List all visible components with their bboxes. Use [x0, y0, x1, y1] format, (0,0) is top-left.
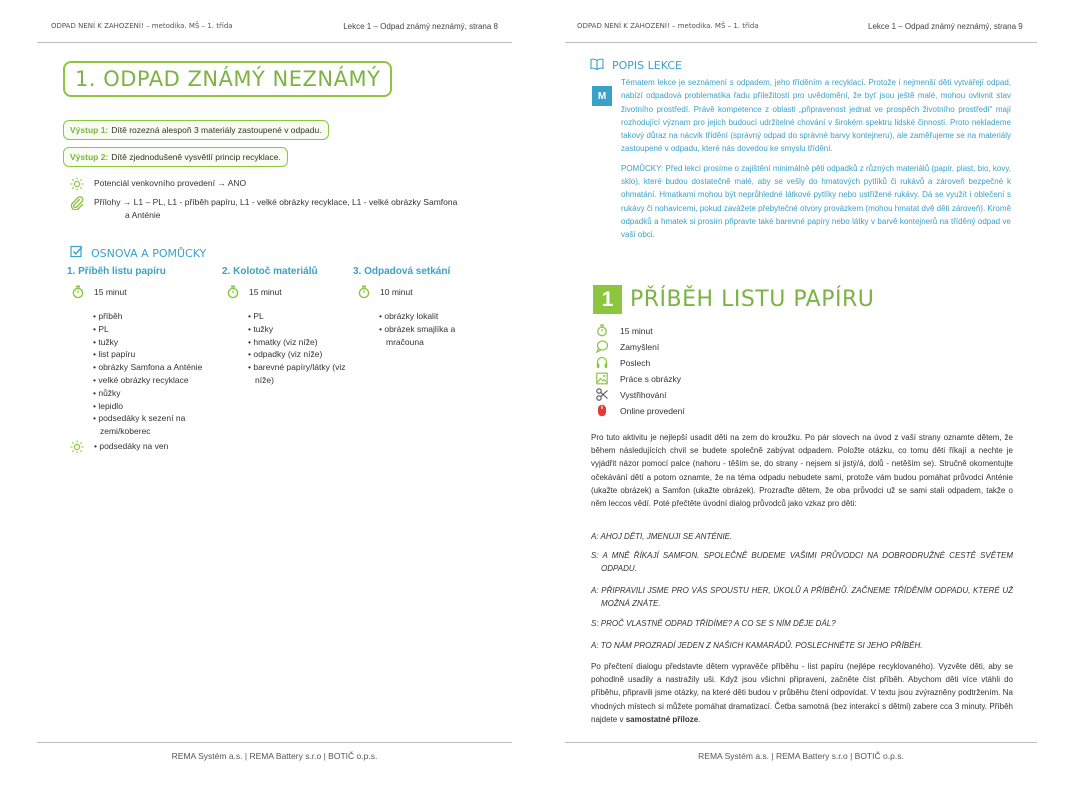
stopwatch-icon [227, 285, 239, 299]
list-item: • odpadky (viz níže) [248, 349, 323, 360]
outline-column-3 [353, 266, 471, 348]
header-right: Lekce 1 – Odpad známý neznámý, strana 8 [343, 22, 498, 31]
footer-divider [37, 742, 512, 743]
feature-reflection [596, 340, 659, 353]
column-3-time-text: 10 minut [380, 287, 413, 297]
outline-column-2 [222, 266, 346, 387]
feature-online [596, 404, 685, 417]
feature-online-text: Online provedení [620, 405, 685, 416]
scissors-icon [596, 388, 608, 401]
outdoor-equipment: • podsedáky na ven [70, 440, 168, 458]
column-1-time-text: 15 minut [94, 287, 127, 297]
list-item: • podsedáky k sezení na zemi/koberec [93, 413, 186, 437]
attachments-line-2: a Anténie [125, 210, 161, 220]
list-item: • barevné papíry/látky (viz níže) [248, 362, 346, 385]
lesson-title-box [63, 61, 392, 97]
attachments-info [70, 196, 457, 222]
feature-pictures [596, 372, 681, 385]
goal-2 [63, 147, 288, 167]
footer-divider [565, 742, 1037, 743]
body-paragraph-2: Po přečtení dialogu představte dětem vypravěče příběhu - list papíru (nejlépe recyklovaného). Vyzvěte děti, aby se pohodlně usadily a nastražily uši. Když jsou všichni připraveni, začněte číst příběh. Abychom děti více vtáhli do příběhu, připravili jsme otázky, na které děti budou v průběhu čtení odpovídat. V textu jsou zvýrazněny podtržením. Na vhodných místech si můžete pomáhat dramatizací. Četba samotná (bez interakcí s dětmi) zabere cca 3 minuty. Příběh najdete v samostatné příloze. [591, 662, 1013, 724]
feature-time [596, 324, 653, 337]
header-right: Lekce 1 – Odpad známý neznámý, strana 9 [868, 22, 1023, 31]
description-paragraph-2: POMŮCKY: Před lekcí prosíme o zajištění minimálně pěti odpadků z různých materiálů (papír, plast, bio, kovy, sklo), které budou dostatečně malé, aby se vešly do hmatových pytlíků či rukávů a zároveň bezpečné k ohmatání. Hmatkami mohou být neprůhledné látkové pytlíky nebo ustřižené rukávy. Dá se využít i oblečení s rukávy či nohavicemi, pokud zavážete přebytečné otvory provázkem (mohou hmatat dvě děti zároveň). Kromě odpadků a hmatek si prosím připravte také barevné papíry nebo látky v barvě kontejnerů na tříděný odpad ve vaší obci. [621, 163, 1011, 240]
sun-icon [70, 177, 86, 195]
column-1-time [72, 285, 205, 299]
dialog-line-2: S: A MNĚ ŘÍKAJÍ SAMFON. SPOLEČNĚ BUDEME VAŠIMI PRŮVODCI NA DOBRODRUŽNÉ CESTĚ SVĚTEM ODPADU. [591, 551, 1013, 574]
checkbox-icon [70, 245, 83, 261]
speech-bubble-icon [596, 340, 608, 353]
paperclip-icon [70, 196, 86, 222]
feature-cutting [596, 388, 666, 401]
outdoor-info-text: Potenciál venkovního provedení → ANO [94, 178, 247, 188]
description-paragraph-1: Tématem lekce je seznámení s odpadem, jeho tříděním a recyklací. Protože i nejmenší děti vytvářejí odpad, nabízí odpadová problematika řadu příležitostí pro uvědomění, že byť jsou ještě malé, mohou ovlivnit stav životního prostředí. Právě kompetence z oblasti „připravenost jednat ve prospěch životního prostředí“ mají rozhodující význam pro jejich budoucí udržitelné chování v širokém spektru lidské činnosti. Proto neklademe takový důraz na nácvik třídění (správný odpad do správné barvy kontejneru), ale zaměřujeme se na materiály zastoupené v odpadu, které nás dovedou ke smyslu třídění. [621, 78, 1011, 154]
description-heading [590, 58, 682, 73]
list-item: • obrázky Samfona a Anténie [93, 362, 203, 373]
goal-2-text: Dítě zjednodušeně vysvětlí princip recyklace. [111, 152, 281, 162]
goal-2-label: Výstup 2: [70, 152, 109, 162]
lesson-description [621, 76, 1011, 242]
header-divider [37, 42, 512, 43]
dialog-line-1: A: AHOJ DĚTI, JMENUJI SE ANTÉNIE. [591, 532, 733, 541]
list-item: • velké obrázky recyklace [93, 374, 189, 385]
lesson-title: 1. ODPAD ZNÁMÝ NEZNÁMÝ [75, 67, 381, 91]
outline-heading-text: OSNOVA A POMŮCKY [91, 246, 207, 260]
picture-icon [596, 372, 608, 385]
m-badge: M [592, 86, 612, 106]
list-item: • obrázky lokalit [379, 311, 439, 321]
footer-text: REMA Systém a.s. | REMA Battery s.r.o | BOTIČ o.p.s. [698, 751, 904, 761]
column-2-title: 2. Kolotoč materiálů [222, 266, 318, 277]
body-paragraph-1: Pro tuto aktivitu je nejlepší usadit děti na zem do kroužku. Po pár slovech na úvod z vaší strany oznamte dětem, že během následujících chvil se budete společně zabývat odpadem. Položte otázku, co tomu děti říkají a nechte je vyjádřit názor pomocí palce (nahoru - těším se, do strany - nejsem si jistý/á, dolů - netěším se). Stručně okomentujte očekávání dětí a potom oznamte, že na téma odpadu nebudete sami, protože vám budou pomáhat průvodci Anténie (ukažte obrázek) a Samfon (ukažte obrázek). Prozraďte dětem, že oba průvodci už se sami stali odpadem, takže o něm leccos vědí. Poté přečtěte úvodní dialog průvodců jako vzkaz pro děti: [591, 433, 1013, 509]
stopwatch-icon [596, 324, 608, 337]
chapter-title: PŘÍBĚH LISTU PAPÍRU [630, 287, 875, 312]
list-item: • PL [93, 323, 109, 334]
feature-time-text: 15 minut [620, 325, 653, 336]
list-item: • hmatky (viz níže) [248, 336, 318, 347]
attachments-line-1: Přílohy → L1 – PL, L1 - příběh papíru, L1 - velké obrázky recyklace, L1 - velké obrázky Samfona [94, 197, 458, 207]
header-divider [565, 42, 1037, 43]
list-item: • lepidlo [93, 400, 123, 411]
column-2-time-text: 15 minut [249, 287, 282, 297]
list-item: • list papíru [93, 349, 136, 360]
mouse-icon [596, 404, 608, 417]
column-1-title: 1. Příběh listu papíru [67, 266, 166, 277]
description-heading-text: POPIS LEKCE [612, 59, 682, 72]
dialog-line-5: A: TO NÁM PROZRADÍ JEDEN Z NAŠICH KAMARÁDŮ. POSLECHNĚTE SI JEHO PŘÍBĚH. [591, 641, 923, 650]
column-1-items [93, 310, 205, 438]
dialog-line-4: S: PROČ VLASTNĚ ODPAD TŘÍDÍME? A CO SE S NÍM DĚJE DÁL? [591, 619, 836, 628]
feature-reflection-text: Zamyšlení [620, 341, 660, 352]
book-icon [590, 58, 604, 73]
sun-icon [70, 440, 86, 458]
outline-heading [70, 245, 206, 261]
column-2-items [248, 310, 346, 387]
outline-column-1 [67, 266, 205, 438]
feature-listening-text: Poslech [620, 357, 651, 368]
column-3-time [358, 285, 471, 299]
header-left: ODPAD NENÍ K ZAHOZENÍ! – metodika. MŠ – 1. třída [577, 22, 759, 30]
dialog-line-3: A: PŘIPRAVILI JSME PRO VÁS SPOUSTU HER, ÚKOLŮ A PŘÍBĚHŮ. ZAČNEME TŘÍDĚNÍM ODPADU, KTERÉ UŽ MOŽNÁ ZNÁTE. [591, 586, 1013, 609]
header-left: ODPAD NENÍ K ZAHOZENÍ! – metodika. MŠ – 1. třída [51, 22, 233, 30]
chapter-number: 1 [593, 285, 622, 314]
outdoor-info [70, 177, 246, 195]
feature-cutting-text: Vystřihování [620, 389, 667, 400]
stopwatch-icon [358, 285, 370, 299]
footer-text: REMA Systém a.s. | REMA Battery s.r.o | BOTIČ o.p.s. [171, 751, 378, 761]
feature-pictures-text: Práce s obrázky [620, 373, 681, 384]
feature-listening [596, 356, 650, 369]
list-item: • tužky [248, 323, 274, 334]
column-3-items [379, 310, 471, 348]
stopwatch-icon [72, 285, 84, 299]
column-3-title: 3. Odpadová setkání [353, 266, 451, 277]
list-item: • nůžky [93, 387, 121, 398]
outdoor-equipment-text: podsedáky na ven [99, 441, 169, 451]
goal-1-label: Výstup 1: [70, 125, 109, 135]
list-item: • obrázek smajlíka a mračouna [379, 323, 456, 347]
goal-1 [63, 120, 329, 140]
headphones-icon [596, 356, 608, 369]
goal-1-text: Dítě rozezná alespoň 3 materiály zastoupené v odpadu. [111, 125, 322, 135]
list-item: • tužky [93, 336, 119, 347]
attachment-reference: samostatné příloze [625, 714, 699, 724]
list-item: • PL [248, 311, 264, 321]
column-2-time [227, 285, 346, 299]
list-item: • příběh [93, 311, 123, 321]
